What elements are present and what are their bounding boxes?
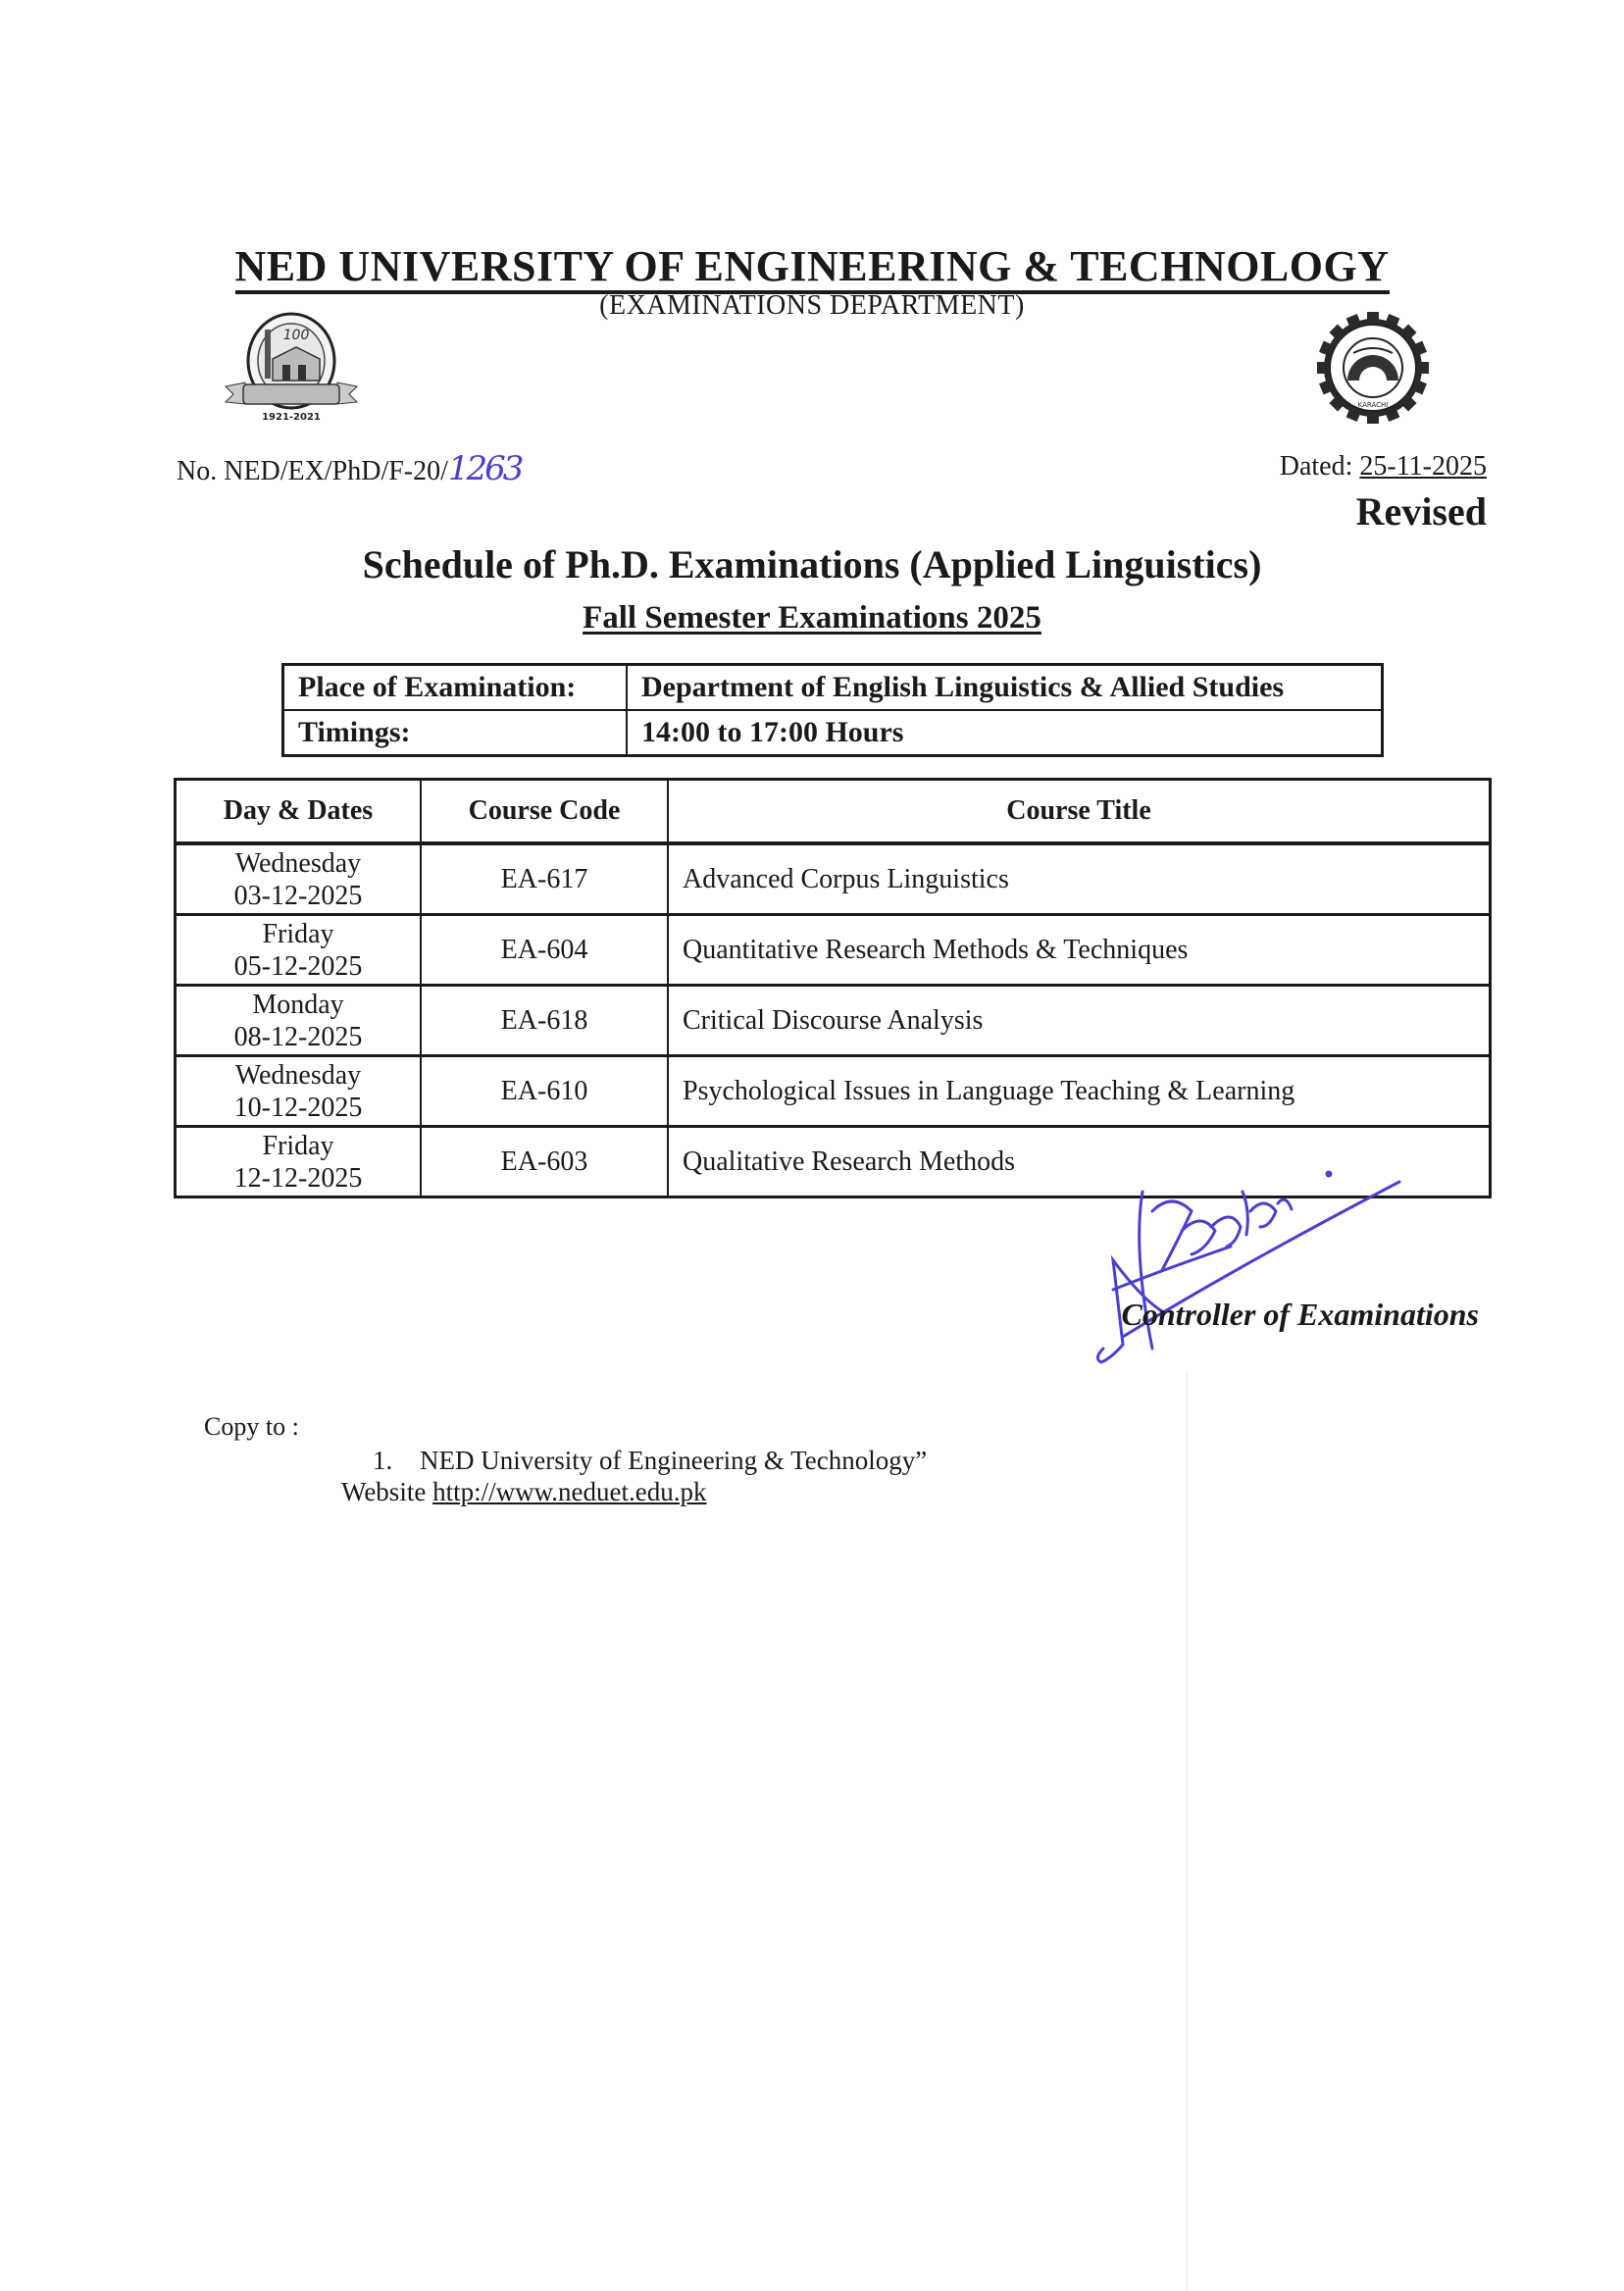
svg-text:KARACHI: KARACHI: [1357, 401, 1389, 409]
scan-artifact-line: [1187, 1373, 1188, 2291]
copy-to-item: [373, 1446, 927, 1476]
course-code-cell: EA-604: [421, 915, 668, 986]
day-date-cell: Monday 08-12-2025: [176, 986, 422, 1056]
svg-text:1921-2021: 1921-2021: [262, 412, 321, 423]
website-label: Website: [341, 1477, 427, 1506]
handwritten-number: 1263: [447, 449, 522, 488]
signature-icon: [1084, 1152, 1407, 1378]
exam-info-table: [281, 663, 1384, 757]
schedule-title: Schedule of Ph.D. Examinations (Applied Linguistics): [362, 542, 1262, 586]
header-course-code: Course Code: [421, 780, 668, 844]
course-title-cell: Psychological Issues in Language Teaching & Learning: [668, 1056, 1491, 1127]
header-course-title: Course Title: [668, 780, 1491, 844]
timings-label: Timings:: [283, 710, 628, 756]
course-title-cell: Quantitative Research Methods & Techniques: [668, 915, 1491, 986]
gear-emblem-icon: [1314, 312, 1432, 425]
revised-badge: Revised: [1355, 489, 1487, 534]
place-label: Place of Examination:: [283, 665, 628, 711]
place-row: [283, 665, 1383, 711]
copy-item-text: NED University of Engineering & Technology”: [420, 1446, 928, 1475]
day-date-cell: Friday 05-12-2025: [176, 915, 422, 986]
course-title-cell: Critical Discourse Analysis: [668, 986, 1491, 1056]
reference-number: [177, 449, 521, 488]
dated-line: [1280, 451, 1487, 483]
schedule-table: [174, 778, 1492, 1198]
centenary-seal-icon: [218, 310, 365, 428]
table-row: [176, 843, 1491, 915]
dated-value: 25-11-2025: [1359, 451, 1487, 482]
day-date-cell: Wednesday 10-12-2025: [176, 1056, 422, 1127]
course-title-cell: Advanced Corpus Linguistics: [668, 843, 1491, 915]
copy-item-number: 1.: [373, 1446, 393, 1475]
place-value: Department of English Linguistics & Allied Studies: [627, 665, 1383, 711]
website-line: [341, 1477, 707, 1507]
semester-title: Fall Semester Examinations 2025: [583, 600, 1041, 636]
day-date-cell: Wednesday 03-12-2025: [176, 843, 422, 915]
header-day-dates: Day & Dates: [176, 780, 422, 844]
department-subtitle: (EXAMINATIONS DEPARTMENT): [599, 290, 1025, 321]
course-code-cell: EA-603: [421, 1127, 668, 1197]
timings-value: 14:00 to 17:00 Hours: [627, 710, 1383, 756]
timings-row: [283, 710, 1383, 756]
table-row: [176, 1056, 1491, 1127]
table-header-row: [176, 780, 1491, 844]
table-row: [176, 986, 1491, 1056]
reference-prefix: No. NED/EX/PhD/F-20/: [177, 456, 448, 486]
svg-text:100: 100: [282, 328, 310, 343]
website-link[interactable]: http://www.neduet.edu.pk: [432, 1477, 707, 1506]
course-code-cell: EA-610: [421, 1056, 668, 1127]
course-code-cell: EA-617: [421, 843, 668, 915]
course-code-cell: EA-618: [421, 986, 668, 1056]
day-date-cell: Friday 12-12-2025: [176, 1127, 422, 1197]
controller-title: Controller of Examinations: [1121, 1297, 1479, 1332]
university-title: NED UNIVERSITY OF ENGINEERING & TECHNOLOGY: [0, 241, 1624, 291]
course-title-cell: Qualitative Research Methods: [668, 1127, 1491, 1197]
copy-to-label: Copy to :: [204, 1412, 299, 1441]
dated-label: Dated:: [1279, 451, 1353, 482]
table-row: [176, 915, 1491, 986]
